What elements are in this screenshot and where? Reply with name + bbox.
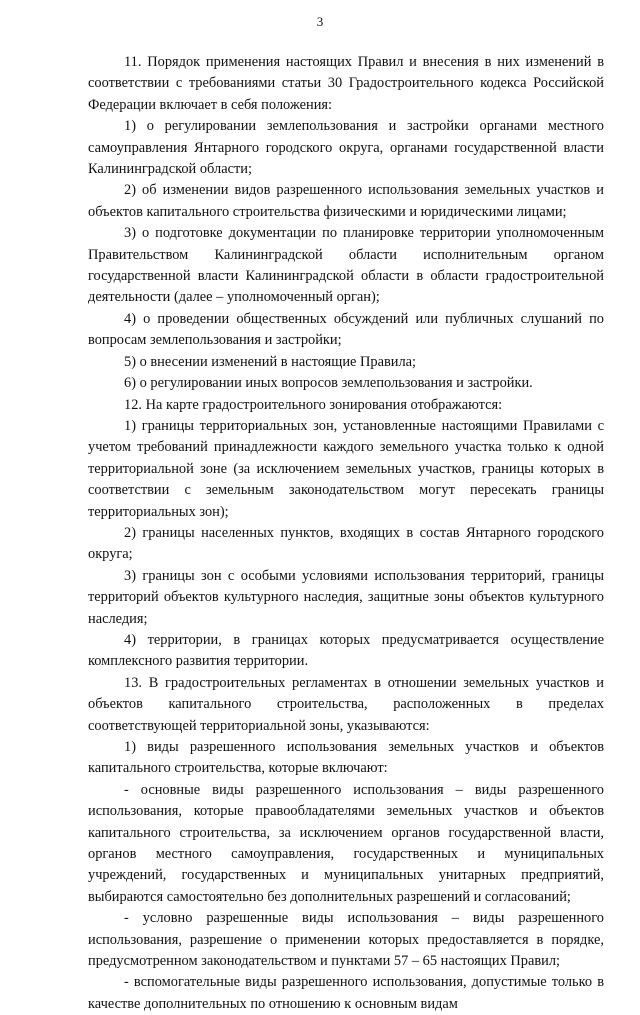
list-item-11-2: 2) об изменении видов разрешенного использования земельных участков и объектов капитального строительства физическими и юридическими лицами; xyxy=(88,182,604,220)
sub-item-conditional-uses: - условно разрешенные виды использования – виды разрешенного использования, разрешение о применении которых предоставляется в порядке, предусмотренном законодательством и пунктами 57 – 65 настоящих Правил; xyxy=(88,910,604,970)
sub-item-auxiliary-uses: - вспомогательные виды разрешенного использования, допустимые только в качестве дополнительных по отношению к основным видам xyxy=(88,974,604,1012)
list-item-12-3: 3) границы зон с особыми условиями использования территорий, границы территорий объектов культурного наследия, защитные зоны объектов культурного наследия; xyxy=(88,567,604,627)
page-number: 3 xyxy=(316,14,324,29)
paragraph-11-intro: 11. Порядок применения настоящих Правил и внесения в них изменений в соответствии с требованиями статьи 30 Градостроительного кодекса Российской Федерации включает в себя положения: xyxy=(88,54,604,113)
list-item-11-1: 1) о регулировании землепользования и застройки органами местного самоуправления Янтарного городского округа, органами государственной власти Калининградской области; xyxy=(88,118,604,178)
list-item-12-1: 1) границы территориальных зон, установленные настоящими Правилами с учетом требований принадлежности каждого земельного участка только к одной территориальной зоне (за исключением земельных участков, границы которых в соответствии с земельным законодательством могут пересекать границы территориальных зон); xyxy=(88,417,604,520)
list-item-11-4: 4) о проведении общественных обсуждений или публичных слушаний по вопросам землепользования и застройки; xyxy=(88,310,604,349)
list-item-11-3: 3) о подготовке документации по планировке территории уполномоченным Правительством Калининградской области исполнительным органом государственной власти Калининградской области в области градостроительной деятельности (далее – уполномоченный орган); xyxy=(88,225,604,306)
paragraph-13-intro: 13. В градостроительных регламентах в отношении земельных участков и объектов капитального строительства, расположенных в пределах соответствующей территориальной зоны, указываются: xyxy=(88,674,604,734)
list-item-13-1: 1) виды разрешенного использования земельных участков и объектов капитального строительства, которые включают: xyxy=(88,739,604,777)
list-item-12-4: 4) территории, в границах которых предусматривается осуществление комплексного развития территории. xyxy=(88,631,604,670)
sub-item-main-uses: - основные виды разрешенного использования – виды разрешенного использования, которые правообладателями земельных участков и объектов капитального строительства, за исключением органов государственной власти, органов местного самоуправления, государственных и муниципальных учреждений, государственных и муниципальных унитарных предприятий, выбираются самостоятельно без дополнительных разрешений и согласований; xyxy=(88,781,604,905)
list-item-11-5: 5) о внесении изменений в настоящие Правила; xyxy=(124,353,417,370)
paragraph-12-intro: 12. На карте градостроительного зонирования отображаются: xyxy=(124,396,503,413)
list-item-11-6: 6) о регулировании иных вопросов землепользования и застройки. xyxy=(124,375,533,392)
list-item-12-2: 2) границы населенных пунктов, входящих в состав Янтарного городского округа; xyxy=(88,524,604,563)
document-body xyxy=(88,52,604,1015)
